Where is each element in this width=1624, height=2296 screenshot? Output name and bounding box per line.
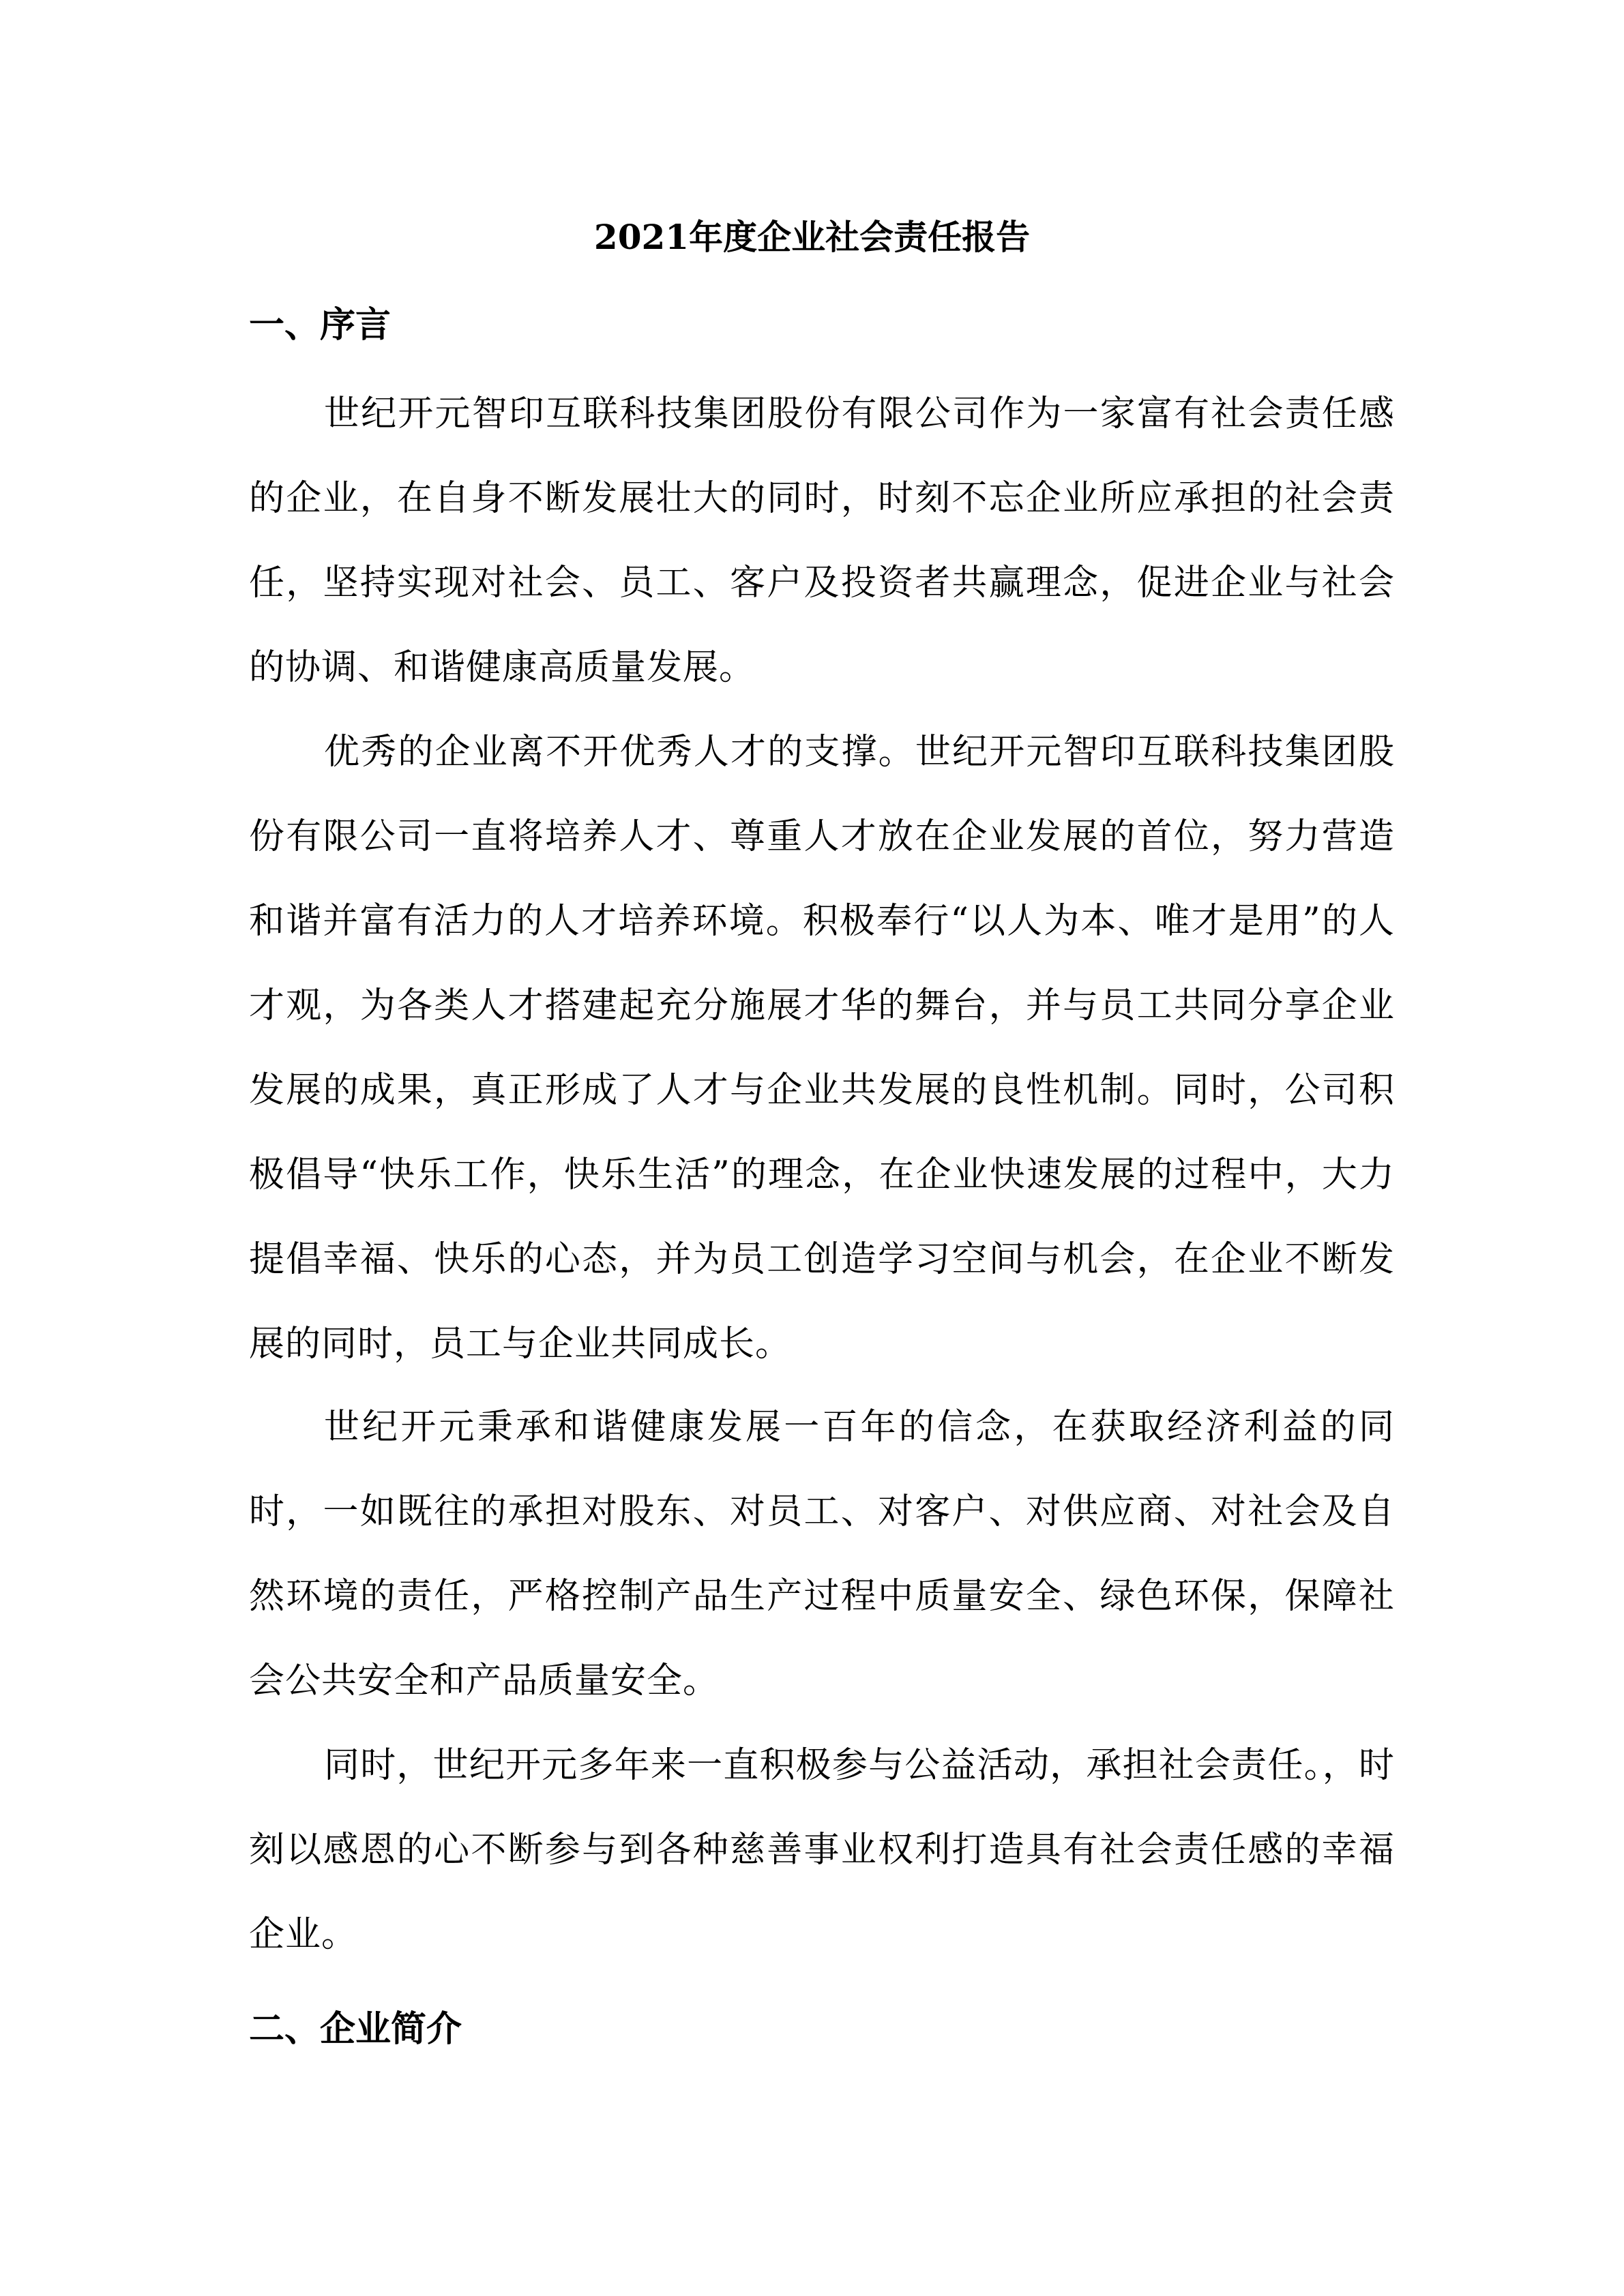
paragraph: 同时，世纪开元多年来一直积极参与公益活动，承担社会责任。，时刻以感恩的心不断参与到各种慈善事业权利打造具有社会责任感的幸福企业。 — [249, 1745, 1395, 1955]
paragraph: 世纪开元秉承和谐健康发展一百年的信念，在获取经济利益的同时，一如既往的承担对股东、对员工、对客户、对供应商、对社会及自然环境的责任，严格控制产品生产过程中质量安全、绿色环保，保障社会公共安全和产品质量安全。 — [249, 1407, 1395, 1701]
paragraph: 优秀的企业离不开优秀人才的支撑。世纪开元智印互联科技集团股份有限公司一直将培养人才、尊重人才放在企业发展的首位，努力营造和谐并富有活力的人才培养环境。积极奉行“以人为本、唯才是用”的人才观，为各类人才搭建起充分施展才华的舞台，并与员工共同分享企业发展的成果，真正形成了人才与企业共发展的良性机制。同时，公司积极倡导“快乐工作，快乐生活”的理念，在企业快速发展的过程中，大力提倡幸福、快乐的心态，并为员工创造学习空间与机会，在企业不断发展的同时，员工与企业共同成长。 — [249, 732, 1395, 1365]
section-heading-preface: 一、序言 — [249, 304, 392, 346]
document-title: 2021年度企业社会责任报告 — [593, 217, 1031, 257]
section-heading-company-profile: 二、企业简介 — [249, 2008, 462, 2050]
paragraph: 世纪开元智印互联科技集团股份有限公司作为一家富有社会责任感的企业，在自身不断发展壮大的同时，时刻不忘企业所应承担的社会责任，坚持实现对社会、员工、客户及投资者共赢理念，促进企业与社会的协调、和谐健康高质量发展。 — [249, 393, 1395, 688]
